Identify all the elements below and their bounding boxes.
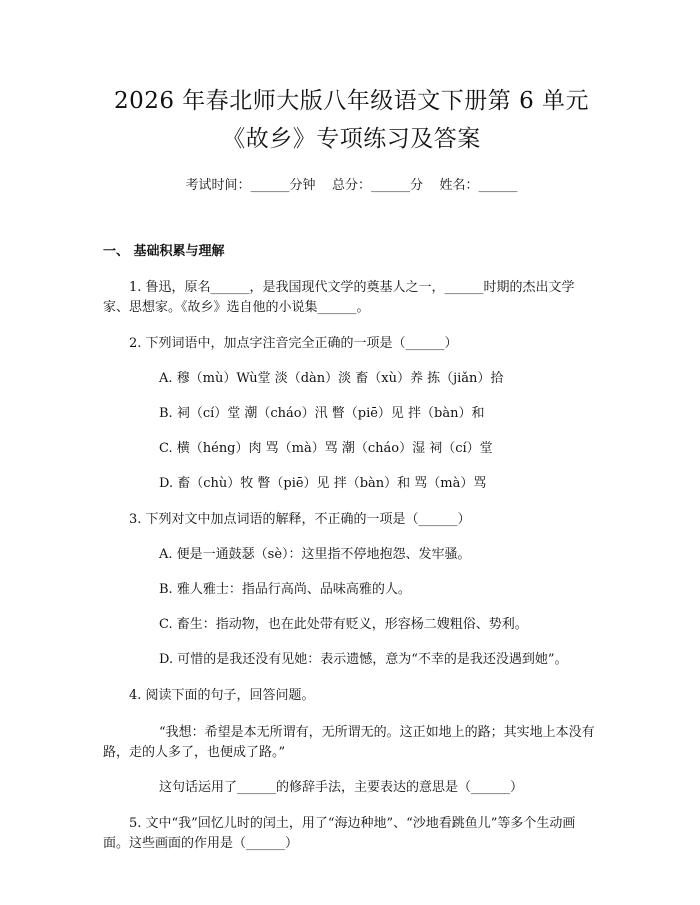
q2-option-a: A. 穆（mù）Wù堂 淡（dàn）淡 畜（xù）养 拣（jiǎn）拾 bbox=[159, 371, 504, 386]
q2-option-c: C. 横（héng）肉 骂（mà）骂 潮（cháo）湿 祠（cí）堂 bbox=[159, 441, 493, 456]
q3-option-d: D. 可惜的是我还没有见她：表示遗憾，意为“不幸的是我还没遇到她”。 bbox=[159, 652, 568, 667]
page-title bbox=[103, 0, 600, 158]
exam-info-text: 考试时间：______分钟 总分：______分 姓名：______ bbox=[185, 178, 518, 193]
q3-option-c: C. 畜生：指动物，也在此处带有贬义，形容杨二嫂粗俗、势利。 bbox=[159, 617, 528, 632]
title-line-2: 《故乡》专项练习及答案 bbox=[222, 126, 481, 152]
title-line-1: 2026 年春北师大版八年级语文下册第 6 单元 bbox=[113, 88, 590, 114]
q3-option-b: B. 雅人雅士：指品行高尚、品味高雅的人。 bbox=[159, 582, 411, 597]
question-4: 4. 阅读下面的句子，回答问题。 bbox=[129, 688, 315, 703]
exam-info bbox=[103, 176, 600, 196]
question-2: 2. 下列词语中，加点字注音完全正确的一项是（______） bbox=[129, 336, 458, 351]
q3-option-a: A. 便是一通鼓瑟（sè）：这里指不停地抱怨、发牢骚。 bbox=[159, 547, 471, 562]
question-5: 5. 文中“我”回忆儿时的闰土，用了“海边种地”、“沙地看跳鱼儿”等多个生动画面。这些画面的作用是（______） bbox=[103, 816, 576, 851]
q2-option-b: B. 祠（cí）堂 潮（cháo）汛 瞥（piē）见 拌（bàn）和 bbox=[159, 406, 485, 421]
section-heading: 一、 基础积累与理解 bbox=[103, 244, 225, 259]
question-3: 3. 下列对文中加点词语的解释，不正确的一项是（______） bbox=[129, 512, 471, 527]
q2-option-d: D. 畜（chù）牧 瞥（piē）见 拌（bàn）和 骂（mà）骂 bbox=[159, 476, 487, 491]
question-1: 1. 鲁迅，原名______，是我国现代文学的奠基人之一，______时期的杰出文学家、思想家。《故乡》选自他的小说集______。 bbox=[103, 280, 575, 315]
q4-question: 这句话运用了______的修辞手法，主要表达的意思是（______） bbox=[159, 780, 524, 795]
q4-quote: “我想：希望是本无所谓有，无所谓无的。这正如地上的路；其实地上本没有路，走的人多了，也便成了路。” bbox=[103, 725, 595, 760]
